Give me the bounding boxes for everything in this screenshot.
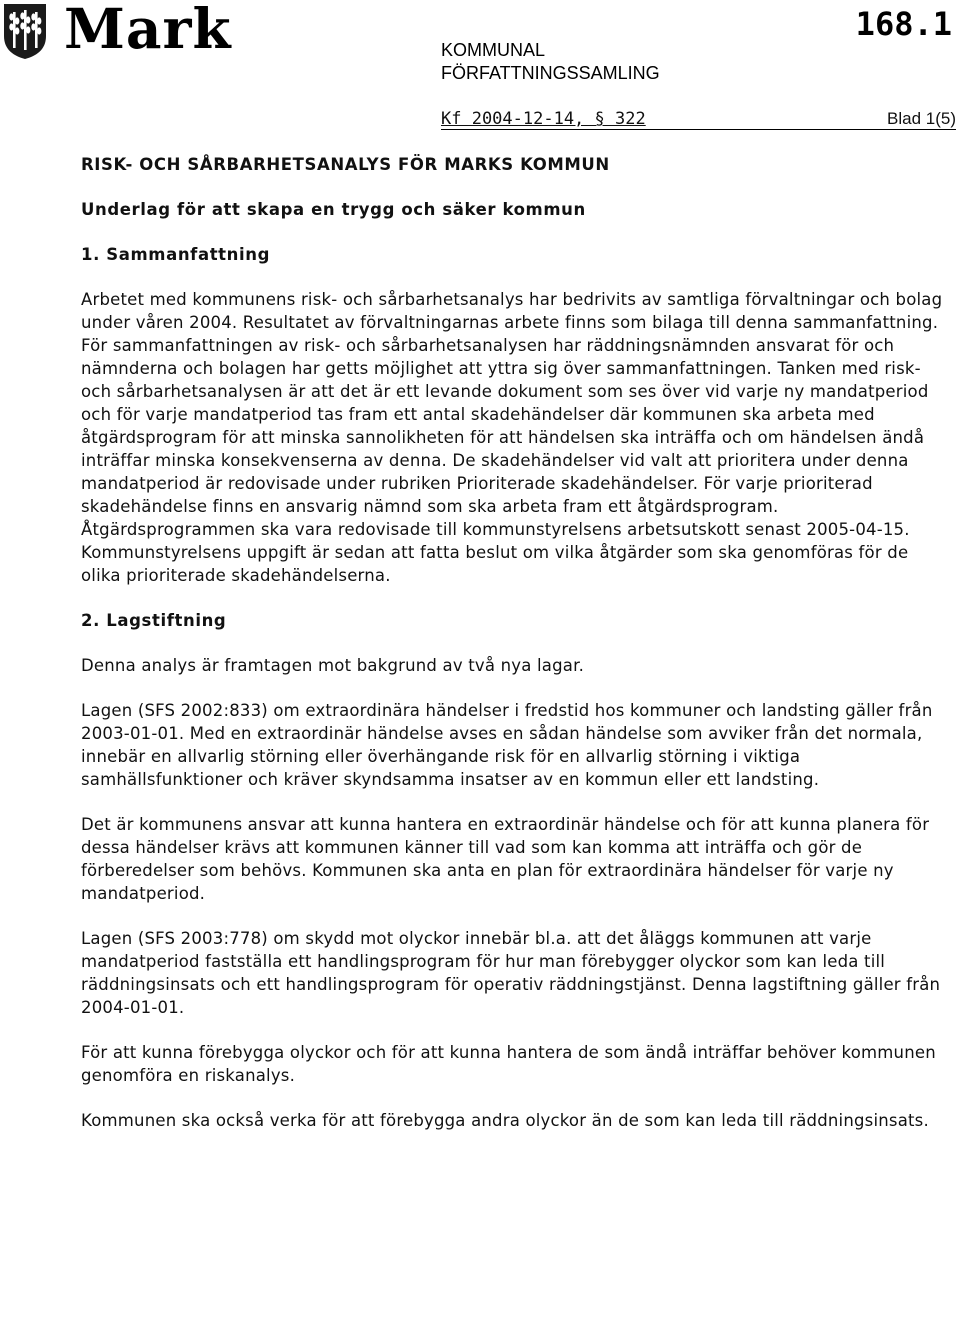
municipal-coat-of-arms-icon [2, 2, 48, 60]
collection-name-line1: KOMMUNAL [441, 40, 546, 60]
legislation-paragraph-risk-analysis: För att kunna förebygga olyckor och för att kunna hantera de som ändå inträffar behöver kommunen genomföra en riskanalys. [81, 1043, 936, 1085]
document-title: RISK- OCH SÅRBARHETSANALYS FÖR MARKS KOMMUN [81, 155, 610, 174]
summary-paragraph: Arbetet med kommunens risk- och sårbarhetsanalys har bedrivits av samtliga förvaltningar och bolag under våren 2004. Resultatet av förvaltningarnas arbete finns som bilaga till denna sammanfattning. För sammanfattningen av risk- och sårbarhetsanalysen har räddningsnämnden ansvarat för och nämnderna och bolagen har getts möjlighet att yttra sig över sammanfattningen. Tanken med risk- och sårbarhetsanalysen är att det är ett levande dokument som ses över vid varje ny mandatperiod och för varje mandatperiod tas fram ett antal skadehändelser där kommunen ska arbeta med åtgärdsprogram för att minska sannolikheten för att händelsen ska inträffa och om händelsen ändå inträffar minska konsekvenserna av denna. De skadehändelser vid valt att prioritera under denna mandatperiod är redovisade under rubriken Prioriterade skadehändelser. För varje prioriterad skadehändelse finns en ansvarig nämnd som ska arbeta fram ett åtgärdsprogram. Åtgärdsprogrammen ska vara redovisade till kommunstyrelsens arbetsutskott senast 2005-04-15. Kommunstyrelsens uppgift är sedan att fatta beslut om vilka åtgärder som ska genomföras för de olika prioriterade skadehändelserna. [81, 290, 943, 585]
legislation-paragraph-sfs-2003-778: Lagen (SFS 2003:778) om skydd mot olyckor innebär bl.a. att det åläggs kommunen att varje mandatperiod fastställa ett handlingsprogram för hur man förebygger olyckor som kan leda till räddningsinsats och ett handlingsprogram för operativ räddningstjänst. Denna lagstiftning gäller från 2004-01-01. [81, 929, 941, 1017]
legislation-paragraph-municipal-responsibility: Det är kommunens ansvar att kunna hantera en extraordinär händelse och för att kunna planera för dessa händelser krävs att kommunen känner till vad som kan komma att inträffa och gör de förberedelser som behövs. Kommunen ska anta en plan för extraordinära händelser för varje ny mandatperiod. [81, 815, 930, 903]
decision-line [441, 108, 956, 130]
header-divider [441, 129, 956, 130]
page-indicator: Blad 1(5) [887, 109, 956, 128]
document-subtitle: Underlag för att skapa en trygg och säker kommun [81, 200, 586, 219]
legislation-paragraph-intro: Denna analys är framtagen mot bakgrund av två nya lagar. [81, 656, 585, 675]
section-heading-summary: 1. Sammanfattning [81, 245, 271, 264]
municipality-wordmark: Mark [64, 0, 232, 61]
document-code: 168.1 [855, 5, 952, 43]
legislation-paragraph-sfs-2002-833: Lagen (SFS 2002:833) om extraordinära händelser i fredstid hos kommuner och landsting gäller från 2003-01-01. Med en extraordinär händelse avses en sådan händelse som avviker från det normala, innebär en allvarlig störning eller överhängande risk för en allvarlig störning i viktiga samhällsfunktioner och kräver skyndsamma insatser av en kommun eller ett landsting. [81, 701, 933, 789]
legislation-paragraph-other-accidents: Kommunen ska också verka för att förebygga andra olyckor än de som kan leda till räddningsinsats. [81, 1111, 929, 1130]
decision-reference: Kf 2004-12-14, § 322 [441, 109, 646, 129]
document-body [81, 153, 951, 1132]
section-heading-legislation: 2. Lagstiftning [81, 611, 227, 630]
collection-name [441, 39, 660, 85]
collection-name-line2: FÖRFATTNINGSSAMLING [441, 63, 660, 83]
